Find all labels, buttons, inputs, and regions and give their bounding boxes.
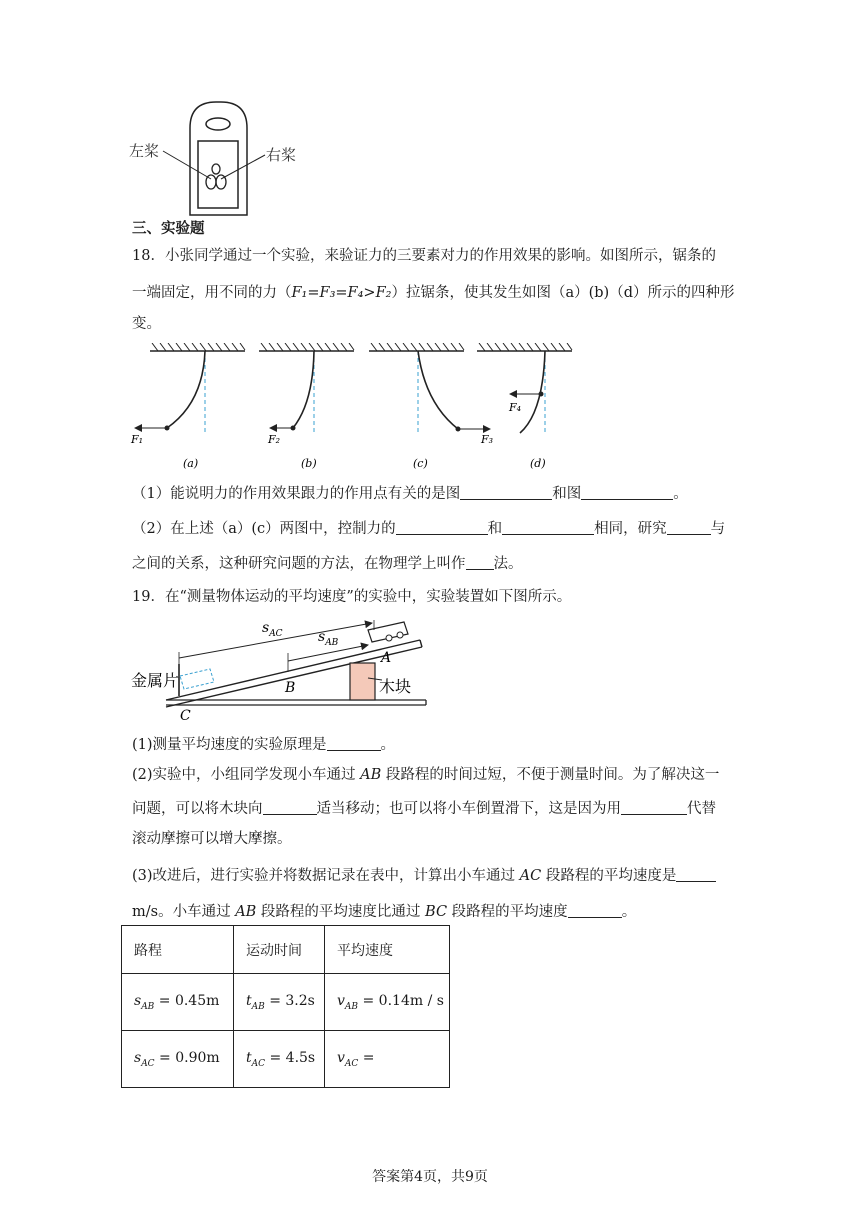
figure-c (369, 343, 493, 470)
caption-c: (c) (413, 457, 428, 470)
q19-part2-line3: 滚动摩擦可以增大摩擦。 (132, 831, 292, 847)
page-footer: 答案第4页，共9页 (372, 1169, 488, 1185)
q18-stem-line3: 变。 (132, 316, 161, 332)
answer-blank[interactable] (621, 800, 687, 815)
caption-d: (d) (530, 457, 546, 470)
table-cell: $v_{AB} = 0.14m / s$ (325, 974, 450, 1031)
answer-blank[interactable] (581, 485, 673, 500)
answer-blank[interactable] (460, 485, 552, 500)
answer-blank[interactable] (667, 520, 711, 535)
data-table (121, 925, 450, 1088)
s-ab-label: $s_{AB}$ (318, 629, 339, 648)
force-label-f3: F₃ (481, 433, 494, 446)
table-header: 平均速度 (325, 926, 450, 974)
table-cell: $t_{AB} = 3.2s$ (234, 974, 325, 1031)
q18-part1: （1）能说明力的作用效果跟力的作用点有关的是图 和图 。 (132, 486, 688, 502)
table-header: 路程 (122, 926, 234, 974)
caption-a: (a) (183, 457, 199, 470)
wood-block (350, 663, 375, 700)
table-cell: $s_{AC} = 0.90m$ (122, 1031, 234, 1088)
figure-b (259, 343, 354, 470)
cart-ghost (180, 669, 214, 689)
force-label-f1: F₁ (131, 433, 144, 446)
saw-blade-figure (125, 343, 595, 473)
table-cell[interactable]: $v_{AC}$ = (325, 1031, 450, 1088)
answer-blank[interactable] (263, 800, 317, 815)
q19-part2-line1: (2)实验中，小组同学发现小车通过 AB 段路程的时间过短，不便于测量时间。为了解决这一 (132, 767, 720, 783)
q19-part1: (1)测量平均速度的实验原理是 。 (132, 737, 396, 753)
point-c-label: C (180, 708, 191, 724)
boat-figure (125, 98, 305, 218)
q19-part3-line2: m/s。小车通过 AB 段路程的平均速度比通过 BC 段路程的平均速度 。 (132, 904, 637, 920)
answer-blank[interactable] (676, 867, 716, 882)
s-ac-label: $s_{AC}$ (262, 620, 283, 639)
force-label-f2: F₂ (268, 433, 281, 446)
table-row (122, 974, 450, 1031)
answer-blank[interactable] (466, 555, 494, 570)
force-label-f4: F₄ (509, 401, 522, 414)
q19-part3-line1: (3)改进后，进行实验并将数据记录在表中，计算出小车通过 AC 段路程的平均速度是 (132, 867, 716, 884)
answer-blank[interactable] (568, 903, 622, 918)
q19-stem: 19．在“测量物体运动的平均速度”的实验中，实验装置如下图所示。 (132, 589, 572, 605)
incline-figure (128, 612, 433, 724)
q18-part2-line2: 之间的关系，这种研究问题的方法，在物理学上叫作 法。 (132, 556, 523, 572)
wood-block-label: 木块 (379, 677, 412, 696)
q18-stem-line2: 一端固定，用不同的力（F₁=F₃=F₄>F₂）拉锯条，使其发生如图（a）(b)（d）所示的四种形 (132, 285, 735, 301)
table-row (122, 1031, 450, 1088)
point-b-label: B (285, 680, 296, 696)
left-oar-label: 左桨 (129, 142, 160, 160)
point-a-label: A (381, 650, 392, 666)
q19-part2-line2: 问题，可以将木块向 适当移动；也可以将小车倒置滑下，这是因为用 代替 (132, 801, 716, 817)
answer-blank[interactable] (502, 520, 594, 535)
metal-plate-label: 金属片 (131, 671, 180, 690)
caption-b: (b) (301, 457, 317, 470)
q18-stem-line1: 18．小张同学通过一个实验，来验证力的三要素对力的作用效果的影响。如图所示，锯条的 (132, 248, 716, 264)
answer-blank[interactable] (327, 736, 381, 751)
q18-part2-line1: （2）在上述（a）(c）两图中，控制力的 和 相同，研究 与 (132, 521, 726, 537)
figure-a (130, 343, 245, 470)
table-cell: $s_{AB} = 0.45m$ (122, 974, 234, 1031)
table-header: 运动时间 (234, 926, 325, 974)
answer-blank[interactable] (396, 520, 488, 535)
force-relation: F₁=F₃=F₄>F₂ (291, 285, 392, 301)
table-cell: $t_{AC} = 4.5s$ (234, 1031, 325, 1088)
section-title: 三、实验题 (132, 220, 205, 237)
figure-d (477, 343, 572, 470)
right-oar-label: 右桨 (266, 146, 297, 164)
table-header-row (122, 926, 450, 974)
